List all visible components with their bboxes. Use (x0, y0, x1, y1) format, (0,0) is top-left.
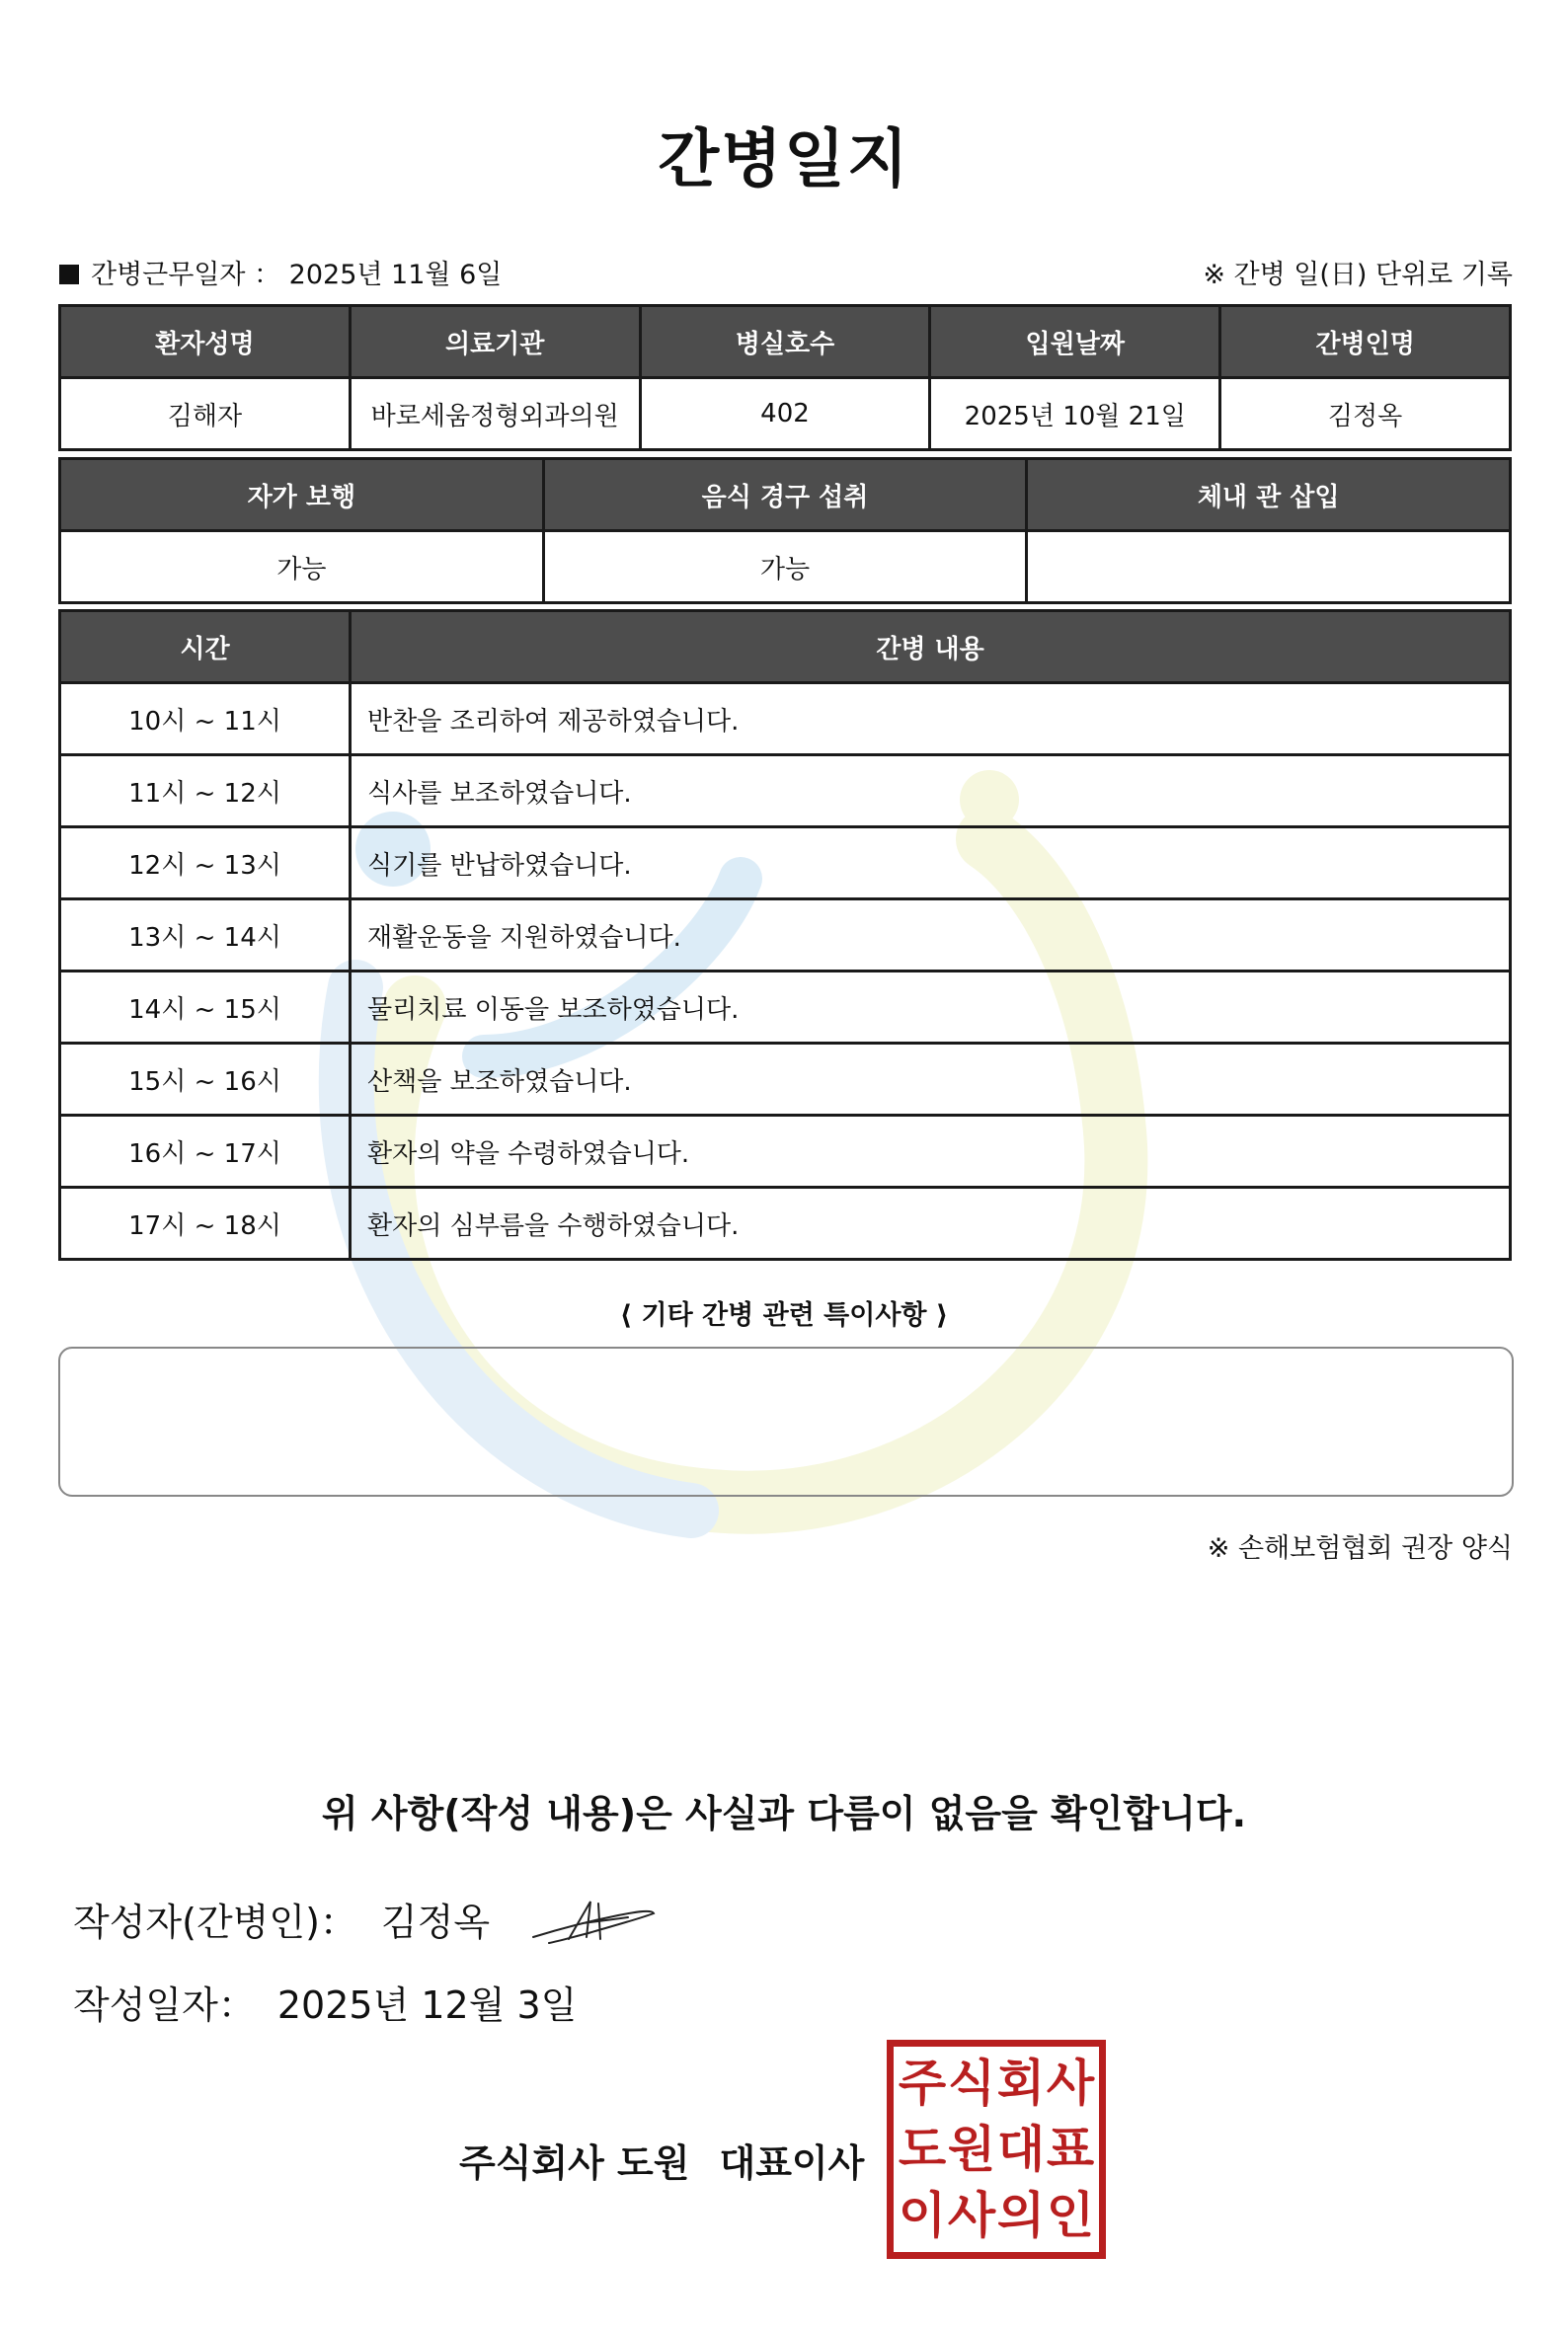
care-content: 물리치료 이동을 보조하였습니다. (351, 972, 1511, 1044)
writer-label: 작성자(간병인)： (73, 1901, 357, 1944)
care-content: 반찬을 조리하여 제공하였습니다. (351, 683, 1511, 755)
header-patient-name: 환자성명 (60, 306, 351, 378)
admission-date: 2025년 10월 21일 (930, 378, 1220, 450)
written-date-label: 작성일자： (73, 1983, 256, 2027)
writer-name: 김정옥 (380, 1901, 491, 1944)
care-content: 식사를 보조하였습니다. (351, 755, 1511, 827)
patient-name: 김해자 (60, 378, 351, 450)
seal-char: 회 (996, 2055, 1046, 2113)
seal-char: 사 (1046, 2055, 1095, 2113)
header-tube-insertion: 체내 관 삽입 (1027, 459, 1511, 531)
table-row (60, 827, 1511, 899)
work-date-value: 2025년 11월 6일 (288, 260, 503, 290)
caregiver-name: 김정옥 (1220, 378, 1511, 450)
care-content: 환자의 심부름을 수행하였습니다. (351, 1188, 1511, 1260)
header-hospital: 의료기관 (350, 306, 640, 378)
work-date (59, 253, 502, 291)
seal-char: 인 (1046, 2186, 1095, 2244)
care-time: 13시 ~ 14시 (60, 899, 351, 972)
care-time: 15시 ~ 16시 (60, 1044, 351, 1116)
document-title: 간병일지 (658, 123, 910, 196)
hospital-name: 바로세움정형외과의원 (350, 378, 640, 450)
written-date-value: 2025년 12월 3일 (276, 1983, 578, 2027)
tube-insertion-value (1027, 531, 1511, 603)
header-self-walking: 자가 보행 (60, 459, 544, 531)
company-seal (887, 2040, 1106, 2259)
table-row (60, 755, 1511, 827)
table-row (60, 1044, 1511, 1116)
written-date-line (73, 1975, 577, 2029)
self-walking-value: 가능 (60, 531, 544, 603)
seal-char: 이 (898, 2186, 947, 2244)
signature (529, 1894, 658, 1949)
confirmation-statement: 위 사항(작성 내용)은 사실과 다름이 없음을 확인합니다. (321, 1792, 1247, 1835)
seal-char: 사 (947, 2186, 996, 2244)
header-admission-date: 입원날짜 (930, 306, 1220, 378)
care-content: 산책을 보조하였습니다. (351, 1044, 1511, 1116)
seal-char: 원 (947, 2120, 996, 2178)
care-log-table (58, 609, 1512, 1261)
table-row (60, 899, 1511, 972)
table-row (60, 1188, 1511, 1260)
seal-char: 대 (996, 2120, 1046, 2178)
record-note: ※ 간병 일(日) 단위로 기록 (1203, 260, 1513, 290)
seal-char: 주 (898, 2055, 947, 2113)
care-content: 재활운동을 지원하였습니다. (351, 899, 1511, 972)
header-oral-intake: 음식 경구 섭취 (543, 459, 1027, 531)
writer-line (73, 1892, 490, 1946)
oral-intake-value: 가능 (543, 531, 1027, 603)
header-time: 시간 (60, 611, 351, 683)
seal-char: 표 (1046, 2120, 1095, 2178)
header-caregiver-name: 간병인명 (1220, 306, 1511, 378)
table-row (60, 972, 1511, 1044)
care-time: 12시 ~ 13시 (60, 827, 351, 899)
care-time: 11시 ~ 12시 (60, 755, 351, 827)
header-room-number: 병실호수 (640, 306, 930, 378)
table-row (60, 683, 1511, 755)
header-care-content: 간병 내용 (351, 611, 1511, 683)
seal-char: 식 (947, 2055, 996, 2113)
work-date-label: 간병근무일자 ： (91, 260, 281, 290)
company-name: 주식회사 도원 (459, 2141, 690, 2185)
care-time: 10시 ~ 11시 (60, 683, 351, 755)
special-notes-label: ⟨ 기타 간병 관련 특이사항 ⟩ (619, 1300, 949, 1331)
company-role: 대표이사 (719, 2141, 865, 2185)
seal-char: 의 (996, 2186, 1046, 2244)
room-number: 402 (640, 378, 930, 450)
patient-info-table (58, 304, 1512, 451)
company-line (459, 2133, 864, 2187)
care-content: 식기를 반납하였습니다. (351, 827, 1511, 899)
table-row (60, 1116, 1511, 1188)
care-time: 17시 ~ 18시 (60, 1188, 351, 1260)
special-notes-box (58, 1347, 1514, 1497)
square-bullet-icon (59, 265, 79, 284)
care-time: 14시 ~ 15시 (60, 972, 351, 1044)
care-content: 환자의 약을 수령하였습니다. (351, 1116, 1511, 1188)
care-time: 16시 ~ 17시 (60, 1116, 351, 1188)
seal-char: 도 (898, 2120, 947, 2178)
form-source-note: ※ 손해보험협회 권장 양식 (1207, 1533, 1513, 1564)
patient-status-table (58, 457, 1512, 604)
